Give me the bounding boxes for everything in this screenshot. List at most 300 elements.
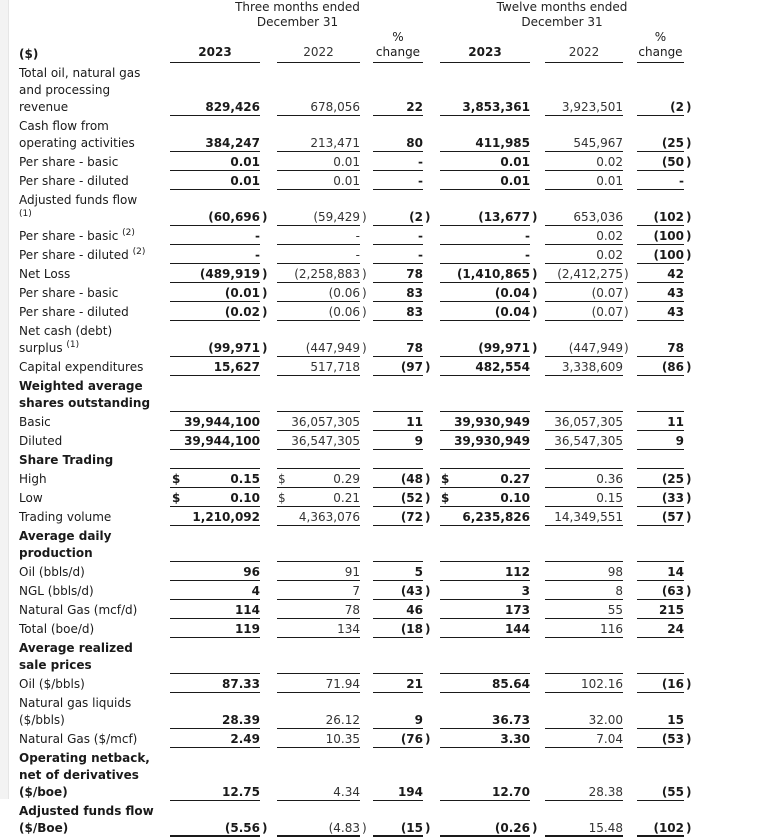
cell-q2023 bbox=[170, 452, 260, 469]
row-label bbox=[19, 583, 169, 600]
cell-ychg: (100 bbox=[637, 247, 684, 264]
cell-q2022: 26.12 bbox=[277, 712, 360, 729]
cell-q2023: 0.01 bbox=[170, 173, 260, 190]
three-months-line1: Three months ended bbox=[235, 0, 360, 14]
cell-q2023: 87.33 bbox=[170, 676, 260, 693]
row-label bbox=[19, 192, 169, 226]
cell-y2022: 32.00 bbox=[545, 712, 623, 729]
section-label bbox=[19, 640, 169, 674]
closing-paren: ) bbox=[425, 360, 431, 374]
three-months-line2: December 31 bbox=[256, 15, 339, 29]
cell-y2023: 112 bbox=[440, 564, 530, 581]
row-label-line: Per share - diluted bbox=[19, 174, 129, 188]
closing-paren: ) bbox=[362, 267, 367, 281]
cell-y2022 bbox=[545, 657, 623, 674]
row-label-line: Oil ($/bbls) bbox=[19, 677, 85, 691]
section-label bbox=[19, 528, 169, 562]
closing-paren: ) bbox=[686, 677, 692, 691]
cell-q2023: 0.10 bbox=[170, 490, 260, 507]
cell-y2022: 36,547,305 bbox=[545, 433, 623, 450]
cell-qchg: (52 bbox=[373, 490, 423, 507]
row-label-line: Weighted average bbox=[19, 379, 143, 393]
closing-paren: ) bbox=[686, 510, 692, 524]
cell-y2022: (0.07 bbox=[545, 304, 623, 321]
column-header-2 bbox=[277, 45, 360, 63]
row-label-line: ($/Boe) bbox=[19, 821, 69, 835]
twelve-months-line1: Twelve months ended bbox=[496, 0, 628, 14]
cell-q2022: (2,258,883 bbox=[277, 266, 360, 283]
row-label bbox=[19, 471, 169, 488]
row-label bbox=[19, 285, 169, 302]
cell-q2022 bbox=[277, 657, 360, 674]
table-row bbox=[0, 600, 775, 619]
section-header-row bbox=[0, 638, 775, 674]
table-row bbox=[0, 152, 775, 171]
cell-q2022: 91 bbox=[277, 564, 360, 581]
row-label bbox=[19, 266, 169, 283]
cell-q2022: 4,363,076 bbox=[277, 509, 360, 526]
column-header-6 bbox=[637, 30, 684, 63]
cell-y2022: 7.04 bbox=[545, 731, 623, 748]
closing-paren: ) bbox=[262, 821, 268, 835]
cell-q2023 bbox=[170, 395, 260, 412]
cell-qchg: 5 bbox=[373, 564, 423, 581]
cell-qchg: 194 bbox=[373, 784, 423, 801]
table-row bbox=[0, 431, 775, 450]
cell-ychg: (53 bbox=[637, 731, 684, 748]
column-header-text: 2022 bbox=[568, 45, 600, 59]
closing-paren: ) bbox=[532, 305, 538, 319]
cell-y2022: 14,349,551 bbox=[545, 509, 623, 526]
column-header-4 bbox=[440, 45, 530, 63]
dollar-sign: $ bbox=[172, 491, 181, 505]
cell-q2023: 829,426 bbox=[170, 99, 260, 116]
cell-q2022: 36,057,305 bbox=[277, 414, 360, 431]
cell-q2023: (0.02 bbox=[170, 304, 260, 321]
row-label bbox=[19, 564, 169, 581]
cell-qchg: 22 bbox=[373, 99, 423, 116]
row-label-line: Adjusted funds flow bbox=[19, 804, 154, 818]
cell-qchg: (15 bbox=[373, 820, 423, 837]
cell-ychg: (33 bbox=[637, 490, 684, 507]
cell-ychg: 43 bbox=[637, 304, 684, 321]
cell-y2022 bbox=[545, 395, 623, 412]
row-label-line: Natural gas liquids bbox=[19, 696, 132, 710]
dollar-sign: $ bbox=[441, 472, 450, 486]
cell-qchg: (43 bbox=[373, 583, 423, 600]
cell-y2023: (99,971 bbox=[440, 340, 530, 357]
table-row bbox=[0, 190, 775, 226]
cell-qchg: - bbox=[373, 228, 423, 245]
cell-y2023: 482,554 bbox=[440, 359, 530, 376]
cell-qchg: (48 bbox=[373, 471, 423, 488]
dollar-sign: $ bbox=[278, 472, 286, 486]
cell-q2022: (4.83 bbox=[277, 820, 360, 837]
row-label bbox=[19, 247, 169, 264]
cell-ychg: 24 bbox=[637, 621, 684, 638]
cell-q2022 bbox=[277, 452, 360, 469]
cell-qchg: 83 bbox=[373, 285, 423, 302]
table-row bbox=[0, 412, 775, 431]
row-label-line: surplus $^{(1)}$ bbox=[19, 340, 80, 355]
closing-paren: ) bbox=[686, 136, 692, 150]
row-label-line: Share Trading bbox=[19, 453, 114, 467]
table-row bbox=[0, 302, 775, 321]
cell-q2023: (60,696 bbox=[170, 209, 260, 226]
row-label-line: Oil (bbls/d) bbox=[19, 565, 85, 579]
cell-q2022: 213,471 bbox=[277, 135, 360, 152]
cell-qchg: - bbox=[373, 173, 423, 190]
closing-paren: ) bbox=[686, 155, 692, 169]
closing-paren: ) bbox=[686, 472, 692, 486]
column-header-5 bbox=[545, 45, 623, 63]
cell-y2022: (2,412,275 bbox=[545, 266, 623, 283]
cell-q2023: 39,944,100 bbox=[170, 414, 260, 431]
closing-paren: ) bbox=[532, 821, 538, 835]
row-label-line: Adjusted funds flow bbox=[19, 193, 138, 207]
cell-q2023: 119 bbox=[170, 621, 260, 638]
closing-paren: ) bbox=[362, 305, 367, 319]
cell-qchg: 46 bbox=[373, 602, 423, 619]
cell-y2023: (1,410,865 bbox=[440, 266, 530, 283]
closing-paren: ) bbox=[532, 341, 538, 355]
cell-ychg: (25 bbox=[637, 471, 684, 488]
cell-qchg: 78 bbox=[373, 266, 423, 283]
cell-q2023: 96 bbox=[170, 564, 260, 581]
row-label-line: Average daily bbox=[19, 529, 112, 543]
column-header-text: 2022 bbox=[303, 45, 334, 59]
row-label bbox=[19, 228, 169, 245]
column-header-text: % bbox=[392, 30, 404, 44]
row-label-line: High bbox=[19, 472, 47, 486]
row-label-line: Total (boe/d) bbox=[19, 622, 95, 636]
cell-ychg bbox=[637, 545, 684, 562]
cell-q2022: - bbox=[277, 228, 360, 245]
cell-y2023: 411,985 bbox=[440, 135, 530, 152]
unit-label: ($) bbox=[19, 47, 39, 61]
closing-paren: ) bbox=[362, 210, 367, 224]
row-label bbox=[19, 65, 169, 116]
row-label-line: Diluted bbox=[19, 434, 63, 448]
cell-q2023: 114 bbox=[170, 602, 260, 619]
row-label-line: revenue bbox=[19, 100, 69, 114]
cell-q2022: 0.21 bbox=[277, 490, 360, 507]
closing-paren: ) bbox=[362, 821, 367, 835]
cell-qchg bbox=[373, 545, 423, 562]
row-label bbox=[19, 118, 169, 152]
cell-y2022: 0.02 bbox=[545, 228, 623, 245]
cell-q2023: 2.49 bbox=[170, 731, 260, 748]
cell-q2022: (59,429 bbox=[277, 209, 360, 226]
cell-y2022: 15.48 bbox=[545, 820, 623, 837]
row-label bbox=[19, 433, 169, 450]
cell-q2023: 15,627 bbox=[170, 359, 260, 376]
column-header-text: change bbox=[638, 45, 683, 59]
cell-ychg: (102 bbox=[637, 820, 684, 837]
table-row bbox=[0, 488, 775, 507]
cell-q2023: (99,971 bbox=[170, 340, 260, 357]
cell-y2023: 39,930,949 bbox=[440, 414, 530, 431]
cell-q2022: 4.34 bbox=[277, 784, 360, 801]
table-row bbox=[0, 729, 775, 748]
row-label-line: (1) bbox=[19, 209, 32, 219]
cell-qchg: (72 bbox=[373, 509, 423, 526]
cell-y2023: 36.73 bbox=[440, 712, 530, 729]
row-label bbox=[19, 359, 169, 376]
table-row bbox=[0, 562, 775, 581]
cell-y2023: 173 bbox=[440, 602, 530, 619]
cell-q2023: 0.15 bbox=[170, 471, 260, 488]
row-label bbox=[19, 414, 169, 431]
cell-q2023: 12.75 bbox=[170, 784, 260, 801]
cell-y2022: (447,949 bbox=[545, 340, 623, 357]
cell-ychg: 14 bbox=[637, 564, 684, 581]
row-label-line: NGL (bbls/d) bbox=[19, 584, 94, 598]
cell-qchg: 21 bbox=[373, 676, 423, 693]
table-row bbox=[0, 245, 775, 264]
row-label bbox=[19, 602, 169, 619]
cell-y2023: (0.04 bbox=[440, 285, 530, 302]
dollar-sign: $ bbox=[441, 491, 450, 505]
cell-ychg: (50 bbox=[637, 154, 684, 171]
cell-q2023: 28.39 bbox=[170, 712, 260, 729]
cell-ychg: (63 bbox=[637, 583, 684, 600]
closing-paren: ) bbox=[532, 210, 538, 224]
cell-y2022: 3,923,501 bbox=[545, 99, 623, 116]
twelve-months-line2: December 31 bbox=[521, 15, 603, 29]
cell-y2022: 0.15 bbox=[545, 490, 623, 507]
cell-ychg: (86 bbox=[637, 359, 684, 376]
cell-q2022: 7 bbox=[277, 583, 360, 600]
row-label bbox=[19, 803, 169, 837]
row-label bbox=[19, 490, 169, 507]
closing-paren: ) bbox=[262, 210, 268, 224]
cell-y2022: 55 bbox=[545, 602, 623, 619]
cell-y2023 bbox=[440, 657, 530, 674]
cell-y2022 bbox=[545, 545, 623, 562]
column-header-3 bbox=[373, 30, 423, 63]
row-label-line: Cash flow from bbox=[19, 119, 109, 133]
cell-qchg: - bbox=[373, 154, 423, 171]
cell-y2023 bbox=[440, 395, 530, 412]
cell-qchg: (2 bbox=[373, 209, 423, 226]
column-header-text: 2023 bbox=[198, 45, 232, 59]
closing-paren: ) bbox=[425, 510, 431, 524]
closing-paren: ) bbox=[425, 491, 431, 505]
closing-paren: ) bbox=[686, 360, 692, 374]
row-label bbox=[19, 509, 169, 526]
closing-paren: ) bbox=[686, 210, 692, 224]
table-row bbox=[0, 357, 775, 376]
closing-paren: ) bbox=[425, 584, 431, 598]
cell-q2022: 71.94 bbox=[277, 676, 360, 693]
cell-y2023: 6,235,826 bbox=[440, 509, 530, 526]
column-header-text: 2023 bbox=[468, 45, 502, 59]
closing-paren: ) bbox=[686, 584, 692, 598]
closing-paren: ) bbox=[686, 821, 692, 835]
cell-ychg: (57 bbox=[637, 509, 684, 526]
row-label bbox=[19, 676, 169, 693]
column-header-text: change bbox=[375, 45, 421, 59]
cell-q2023: - bbox=[170, 228, 260, 245]
closing-paren: ) bbox=[686, 491, 692, 505]
cell-q2022: 78 bbox=[277, 602, 360, 619]
cell-y2022: 653,036 bbox=[545, 209, 623, 226]
closing-paren: ) bbox=[362, 341, 367, 355]
row-label bbox=[19, 731, 169, 748]
section-label bbox=[19, 378, 169, 412]
cell-y2022: 116 bbox=[545, 621, 623, 638]
closing-paren: ) bbox=[425, 732, 431, 746]
cell-q2022: - bbox=[277, 247, 360, 264]
cell-y2023: 85.64 bbox=[440, 676, 530, 693]
cell-q2023: - bbox=[170, 247, 260, 264]
cell-ychg bbox=[637, 657, 684, 674]
table-row bbox=[0, 469, 775, 488]
cell-qchg: - bbox=[373, 247, 423, 264]
row-label bbox=[19, 154, 169, 171]
cell-q2023: (0.01 bbox=[170, 285, 260, 302]
cell-y2023: 0.01 bbox=[440, 154, 530, 171]
section-header-row bbox=[0, 376, 775, 412]
cell-q2022: 0.01 bbox=[277, 154, 360, 171]
cell-qchg bbox=[373, 657, 423, 674]
row-label-line: Natural Gas (mcf/d) bbox=[19, 603, 138, 617]
cell-ychg: 78 bbox=[637, 340, 684, 357]
cell-y2022: 0.36 bbox=[545, 471, 623, 488]
cell-ychg bbox=[637, 452, 684, 469]
cell-y2022: 102.16 bbox=[545, 676, 623, 693]
closing-paren: ) bbox=[532, 286, 538, 300]
closing-paren: ) bbox=[262, 341, 268, 355]
row-label-line: shares outstanding bbox=[19, 396, 151, 410]
row-label bbox=[19, 750, 169, 801]
table-header-row bbox=[0, 0, 775, 63]
cell-ychg: (16 bbox=[637, 676, 684, 693]
row-label bbox=[19, 323, 169, 357]
closing-paren: ) bbox=[686, 229, 692, 243]
cell-y2022: 3,338,609 bbox=[545, 359, 623, 376]
table-row bbox=[0, 63, 775, 116]
cell-q2023 bbox=[170, 657, 260, 674]
table-row bbox=[0, 226, 775, 245]
closing-paren: ) bbox=[686, 248, 692, 262]
cell-y2023 bbox=[440, 545, 530, 562]
row-label-line: operating activities bbox=[19, 136, 135, 150]
cell-qchg: 11 bbox=[373, 414, 423, 431]
closing-paren: ) bbox=[624, 286, 629, 300]
cell-y2023: (0.26 bbox=[440, 820, 530, 837]
cell-y2022: 0.02 bbox=[545, 154, 623, 171]
cell-y2022: 0.02 bbox=[545, 247, 623, 264]
cell-q2022: 0.29 bbox=[277, 471, 360, 488]
cell-qchg bbox=[373, 395, 423, 412]
cell-qchg: 83 bbox=[373, 304, 423, 321]
cell-y2023: - bbox=[440, 247, 530, 264]
row-label-line: production bbox=[19, 546, 93, 560]
cell-q2022: (0.06 bbox=[277, 304, 360, 321]
column-header-1 bbox=[170, 45, 260, 63]
row-label bbox=[19, 304, 169, 321]
cell-ychg: 11 bbox=[637, 414, 684, 431]
cell-y2023: 144 bbox=[440, 621, 530, 638]
cell-y2022 bbox=[545, 452, 623, 469]
closing-paren: ) bbox=[532, 267, 538, 281]
closing-paren: ) bbox=[425, 622, 431, 636]
closing-paren: ) bbox=[624, 267, 629, 281]
cell-q2023: 0.01 bbox=[170, 154, 260, 171]
cell-ychg: - bbox=[637, 173, 684, 190]
cell-ychg: (2 bbox=[637, 99, 684, 116]
cell-q2023: 39,944,100 bbox=[170, 433, 260, 450]
cell-y2023: 39,930,949 bbox=[440, 433, 530, 450]
cell-ychg bbox=[637, 395, 684, 412]
cell-ychg: 215 bbox=[637, 602, 684, 619]
row-label-line: ($/bbls) bbox=[19, 713, 65, 727]
cell-q2022: 10.35 bbox=[277, 731, 360, 748]
row-label-line: Basic bbox=[19, 415, 51, 429]
closing-paren: ) bbox=[624, 305, 629, 319]
cell-q2022: (0.06 bbox=[277, 285, 360, 302]
row-label bbox=[19, 173, 169, 190]
cell-qchg bbox=[373, 452, 423, 469]
cell-qchg: 9 bbox=[373, 712, 423, 729]
cell-y2023: 0.27 bbox=[440, 471, 530, 488]
cell-ychg: (100 bbox=[637, 228, 684, 245]
row-label-line: Operating netback, bbox=[19, 751, 150, 765]
closing-paren: ) bbox=[425, 472, 431, 486]
cell-q2022: 678,056 bbox=[277, 99, 360, 116]
cell-q2023: 1,210,092 bbox=[170, 509, 260, 526]
closing-paren: ) bbox=[262, 305, 268, 319]
section-header-row bbox=[0, 450, 775, 469]
row-label-line: Net cash (debt) bbox=[19, 324, 113, 338]
closing-paren: ) bbox=[262, 267, 268, 281]
row-label-line: Net Loss bbox=[19, 267, 71, 281]
table-row bbox=[0, 619, 775, 638]
dollar-sign: $ bbox=[278, 491, 286, 505]
cell-q2023: 4 bbox=[170, 583, 260, 600]
cell-y2023: 3,853,361 bbox=[440, 99, 530, 116]
row-label-line: Per share - diluted $^{(2)}$ bbox=[19, 247, 146, 262]
closing-paren: ) bbox=[624, 341, 629, 355]
row-label-line: Average realized bbox=[19, 641, 133, 655]
row-label-line: Per share - basic bbox=[19, 155, 119, 169]
cell-y2023: (13,677 bbox=[440, 209, 530, 226]
cell-qchg: 80 bbox=[373, 135, 423, 152]
row-label-line: Low bbox=[19, 491, 43, 505]
cell-y2023: - bbox=[440, 228, 530, 245]
cell-y2022: 0.01 bbox=[545, 173, 623, 190]
cell-q2022: 134 bbox=[277, 621, 360, 638]
row-label-line: Natural Gas ($/mcf) bbox=[19, 732, 138, 746]
cell-y2022: 36,057,305 bbox=[545, 414, 623, 431]
closing-paren: ) bbox=[362, 286, 367, 300]
closing-paren: ) bbox=[686, 785, 692, 799]
closing-paren: ) bbox=[262, 286, 268, 300]
cell-ychg: (55 bbox=[637, 784, 684, 801]
closing-paren: ) bbox=[686, 732, 692, 746]
cell-qchg: 78 bbox=[373, 340, 423, 357]
table-row bbox=[0, 171, 775, 190]
cell-q2023: (489,919 bbox=[170, 266, 260, 283]
cell-y2023: (0.04 bbox=[440, 304, 530, 321]
table-row bbox=[0, 507, 775, 526]
cell-q2022: 36,547,305 bbox=[277, 433, 360, 450]
table-row bbox=[0, 748, 775, 801]
row-label-line: Per share - diluted bbox=[19, 305, 129, 319]
table-row bbox=[0, 264, 775, 283]
